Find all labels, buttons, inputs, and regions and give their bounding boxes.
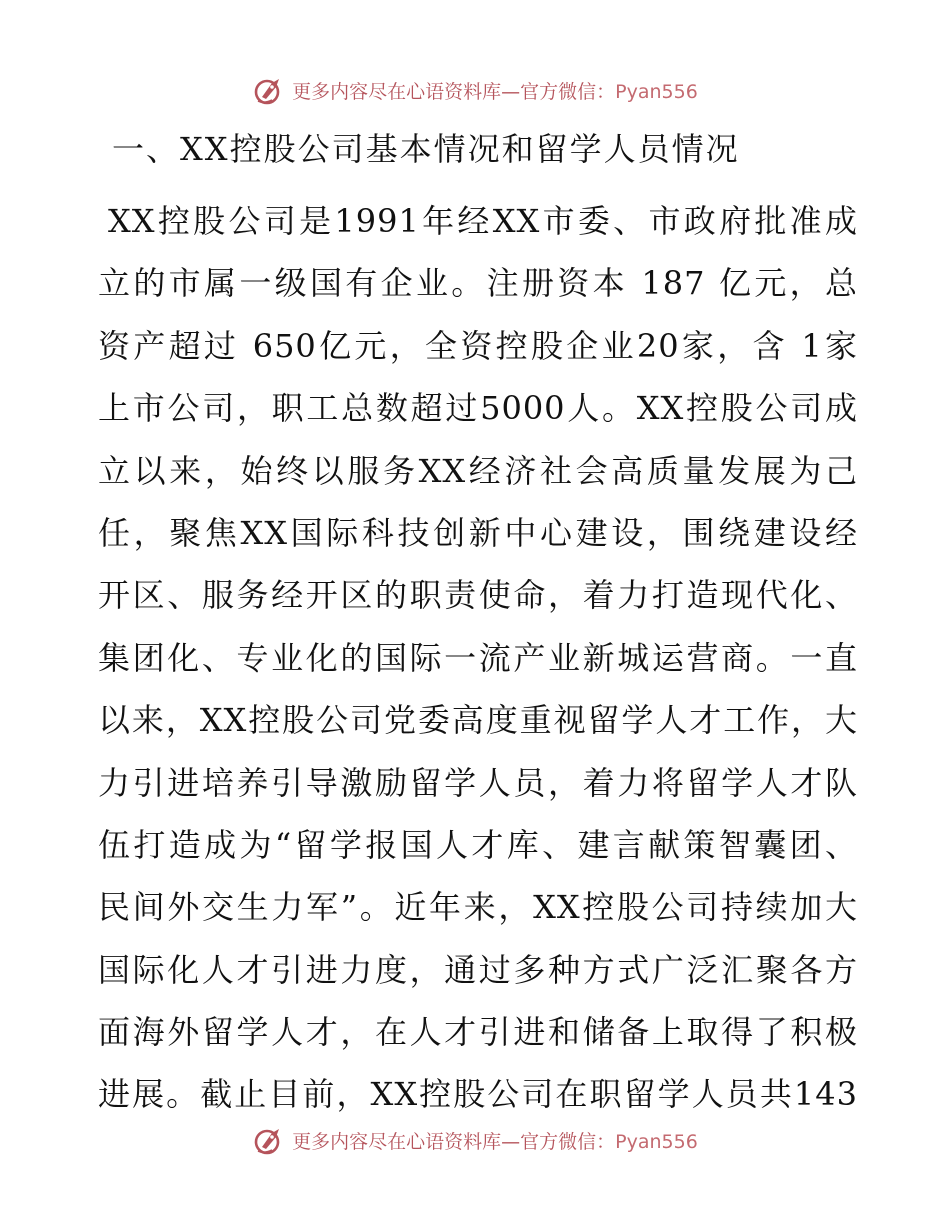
paragraph-line: XX控股公司是1991年经XX市委、市政府批准成 (108, 202, 858, 240)
paragraph-line: 立以来，始终以服务XX经济社会高质量发展为己 (98, 451, 858, 490)
paragraph-line: 伍打造成为“留学报国人才库、建言献策智囊团、 (98, 825, 858, 864)
paragraph-line: 立的市属一级国有企业。注册资本 187 亿元，总 (98, 264, 858, 303)
paragraph-line: 面海外留学人才，在人才引进和储备上取得了积极 (98, 1013, 858, 1052)
footer-banner-content (252, 1123, 698, 1157)
body-paragraph (98, 190, 858, 1126)
paragraph-line: 进展。截止目前，XX控股公司在职留学人员共143 (98, 1075, 858, 1114)
header-banner (0, 70, 950, 110)
section-heading: 一、XX控股公司基本情况和留学人员情况 (112, 130, 740, 168)
paragraph-line: 力引进培养引导激励留学人员，着力将留学人才队 (98, 763, 858, 802)
paragraph-line: 民间外交生力军”。近年来，XX控股公司持续加大 (98, 888, 858, 927)
footer-banner-wechat-id: Pyan556 (615, 1130, 698, 1153)
footer-banner-text (292, 1127, 698, 1154)
header-banner-text (292, 77, 698, 104)
header-banner-label: 更多内容尽在心语资料库—官方微信： (292, 80, 616, 103)
paragraph-line: 资产超过 650亿元，全资控股企业20家，含 1家 (98, 326, 858, 365)
logo-icon (252, 73, 286, 107)
paragraph-line: 国际化人才引进力度，通过多种方式广泛汇聚各方 (98, 950, 858, 989)
header-banner-content (252, 73, 698, 107)
paragraph-line: 上市公司，职工总数超过5000人。XX控股公司成 (98, 389, 858, 428)
paragraph-line: 任，聚焦XX国际科技创新中心建设，围绕建设经 (98, 513, 858, 552)
logo-icon (252, 1123, 286, 1157)
paragraph-line: 集团化、专业化的国际一流产业新城运营商。一直 (98, 638, 858, 677)
footer-banner-label: 更多内容尽在心语资料库—官方微信： (292, 1130, 616, 1153)
header-banner-wechat-id: Pyan556 (615, 80, 698, 103)
footer-banner (0, 1120, 950, 1160)
paragraph-line: 开区、服务经开区的职责使命，着力打造现代化、 (98, 576, 858, 615)
paragraph-line: 以来，XX控股公司党委高度重视留学人才工作，大 (98, 701, 858, 740)
